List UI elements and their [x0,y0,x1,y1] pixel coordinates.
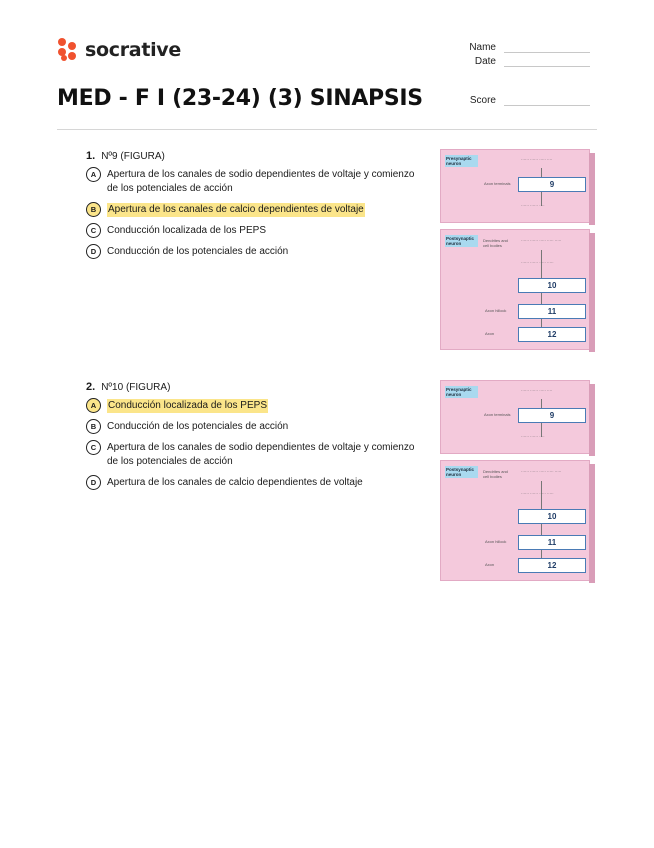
option-letter-d: D [86,244,101,259]
figure-small-text: ······ ······ ····· ····· ····· [521,238,562,243]
option-letter-b: B [86,202,101,217]
option-c [86,441,416,469]
option-letter-b: B [86,419,101,434]
name-line [504,46,590,53]
date-label: Date [474,56,496,67]
flow-line [541,550,542,558]
axon-label: Axon [485,331,495,336]
option-b-correct [86,203,416,217]
option-d [86,476,416,490]
box-12: 12 [518,327,586,342]
socrative-logo [57,38,181,62]
box-11: 11 [518,535,586,550]
option-d [86,245,416,259]
figure-small-text: ······ ······ ···· [521,203,545,208]
option-letter-d: D [86,475,101,490]
figure-small-text: ······ ······ ····· ····· ····· [521,469,562,474]
question-prompt: Nº10 (FIGURA) [101,382,171,393]
flow-line [541,319,542,327]
figure-small-text: ······ ······ ····· ···· [521,157,553,162]
presynaptic-panel [440,380,590,454]
name-label: Name [469,42,496,53]
box-10: 10 [518,278,586,293]
option-text: Apertura de los canales de calcio dependientes de voltaje [108,204,364,215]
option-letter-a: A [86,167,101,182]
page-title: MED - F I (23-24) (3) SINAPSIS [57,86,423,111]
option-b [86,420,416,434]
option-c [86,224,416,238]
axon-hillock-label: Axon hillock [485,539,507,544]
option-a [86,168,416,196]
postsynaptic-panel [440,460,590,581]
score-label: Score [469,95,496,106]
dendrites-label: Dendrites and cell bodies [483,469,508,479]
axon-terminals-label: Axon terminals [484,412,511,417]
presynaptic-label: Presynaptic neuron [445,386,478,398]
axon-terminals-label: Axon terminals [484,181,511,186]
name-field [456,42,590,53]
box-11: 11 [518,304,586,319]
option-letter-c: C [86,440,101,455]
logo-text: socrative [85,39,181,61]
option-letter-c: C [86,223,101,238]
question-2 [86,381,416,497]
date-line [504,60,590,67]
postsynaptic-label: Postsynaptic neuron [445,235,478,247]
presynaptic-label: Presynaptic neuron [445,155,478,167]
box-12: 12 [518,558,586,573]
question-prompt: Nº9 (FIGURA) [101,151,165,162]
option-text: Apertura de los canales de sodio dependientes de voltaje y comienzo de los potenciales de acción [107,442,415,467]
score-line [504,99,590,106]
question-number: 2. [86,381,96,393]
question-2-figure [440,380,596,581]
title-divider [57,129,597,130]
question-1-figure [440,149,596,350]
postsynaptic-panel [440,229,590,350]
socrative-logo-icon [57,38,79,62]
box-9: 9 [518,177,586,192]
option-letter-a: A [86,398,101,413]
question-header [86,150,416,162]
option-text: Conducción localizada de los PEPS [108,400,267,411]
presynaptic-panel [440,149,590,223]
option-a-correct [86,399,416,413]
option-text: Conducción de los potenciales de acción [107,246,289,257]
option-text: Conducción localizada de los PEPS [107,225,266,236]
score-field [456,95,590,106]
question-header [86,381,416,393]
figure-small-text: ······ ······ ····· ····· [521,260,554,265]
box-9: 9 [518,408,586,423]
question-number: 1. [86,150,96,162]
option-text: Apertura de los canales de sodio dependientes de voltaje y comienzo de los potenciales de acción [107,169,415,194]
figure-small-text: ······ ······ ····· ····· [521,491,554,496]
axon-hillock-label: Axon hillock [485,308,507,313]
figure-small-text: ······ ······ ···· [521,434,545,439]
question-1 [86,150,416,266]
figure-small-text: ······ ······ ····· ···· [521,388,553,393]
date-field [456,56,590,67]
box-10: 10 [518,509,586,524]
option-text: Apertura de los canales de calcio dependientes de voltaje [107,477,363,488]
axon-label: Axon [485,562,495,567]
option-text: Conducción de los potenciales de acción [107,421,289,432]
postsynaptic-label: Postsynaptic neuron [445,466,478,478]
dendrites-label: Dendrites and cell bodies [483,238,508,248]
